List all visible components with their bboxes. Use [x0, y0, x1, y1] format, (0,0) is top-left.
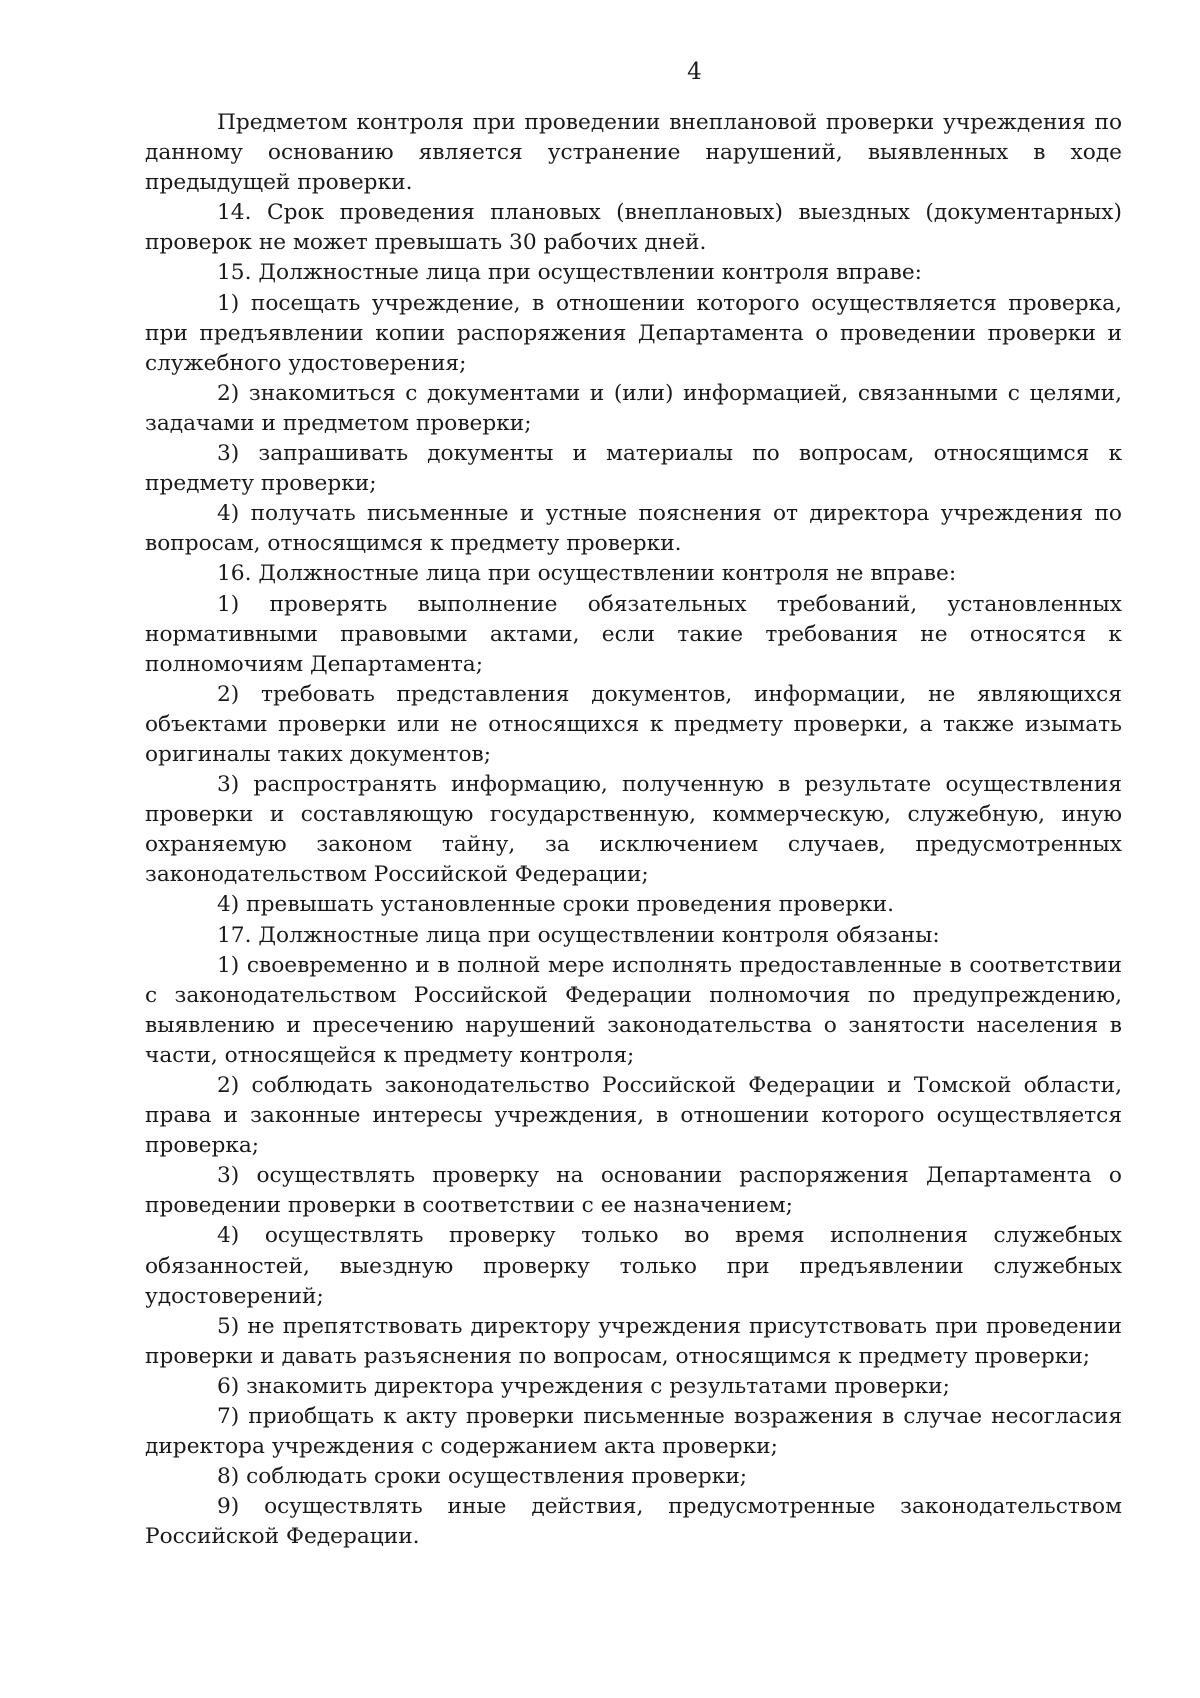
paragraph-item-15-4: 4) получать письменные и устные пояснения от директора учреждения по вопросам, относящимся к предмету проверки.	[145, 501, 1122, 557]
paragraph-item-17-5: 5) не препятствовать директору учреждения присутствовать при проведении проверки и давать разъяснения по вопросам, относящимся к предмету проверки;	[145, 1313, 1122, 1369]
paragraph-item-17: 17. Должностные лица при осуществлении контроля обязаны:	[217, 922, 940, 948]
paragraph-item-16-4: 4) превышать установленные сроки проведения проверки.	[217, 892, 894, 918]
paragraph-item-17-9: 9) осуществлять иные действия, предусмотренные законодательством Российской Федерации.	[145, 1494, 1122, 1550]
document-page	[145, 52, 1122, 1553]
paragraph-item-15-3: 3) запрашивать документы и материалы по вопросам, относящимся к предмету проверки;	[145, 441, 1122, 497]
paragraph-item-15-1: 1) посещать учреждение, в отношении которого осуществляется проверка, при предъявлении копии распоряжения Департамента о проведении проверки и служебного удостоверения;	[145, 290, 1122, 376]
paragraph-item-16-1: 1) проверять выполнение обязательных требований, установленных нормативными правовыми актами, если такие требования не относятся к полномочиям Департамента;	[145, 591, 1122, 677]
document-body	[145, 108, 1122, 1553]
paragraph-item-15: 15. Должностные лица при осуществлении контроля вправе:	[217, 260, 922, 286]
paragraph-item-17-7: 7) приобщать к акту проверки письменные возражения в случае несогласия директора учреждения с содержанием акта проверки;	[145, 1404, 1122, 1460]
paragraph-item-15-2: 2) знакомиться с документами и (или) информацией, связанными с целями, задачами и предметом проверки;	[145, 380, 1122, 436]
paragraph-item-16-3: 3) распространять информацию, полученную в результате осуществления проверки и составляющую государственную, коммерческую, служебную, иную охраняемую законом тайну, за исключением случаев, предусмотренных законодательством Российской Федерации;	[145, 772, 1122, 888]
paragraph-item-14: 14. Срок проведения плановых (внеплановых) выездных (документарных) проверок не может превышать 30 рабочих дней.	[145, 200, 1122, 256]
paragraph-item-16-2: 2) требовать представления документов, информации, не являющихся объектами проверки или не относящихся к предмету проверки, а также изымать оригиналы таких документов;	[145, 681, 1122, 767]
paragraph-item-17-1: 1) своевременно и в полной мере исполнять предоставленные в соответствии с законодательством Российской Федерации полномочия по предупреждению, выявлению и пресечению нарушений законодательства о занятости населения в части, относящейся к предмету контроля;	[145, 952, 1122, 1068]
paragraph-item-17-8: 8) соблюдать сроки осуществления проверки;	[217, 1464, 748, 1490]
paragraph-item-16: 16. Должностные лица при осуществлении контроля не вправе:	[217, 561, 957, 587]
paragraph-control-subject: Предметом контроля при проведении внеплановой проверки учреждения по данному основанию является устранение нарушений, выявленных в ходе предыдущей проверки.	[145, 110, 1122, 196]
paragraph-item-17-4: 4) осуществлять проверку только во время исполнения служебных обязанностей, выездную проверку только при предъявлении служебных удостоверений;	[145, 1223, 1122, 1309]
paragraph-item-17-6: 6) знакомить директора учреждения с результатами проверки;	[217, 1373, 950, 1399]
paragraph-item-17-3: 3) осуществлять проверку на основании распоряжения Департамента о проведении проверки в соответствии с ее назначением;	[145, 1163, 1122, 1219]
page-number: 4	[687, 59, 702, 85]
paragraph-item-17-2: 2) соблюдать законодательство Российской Федерации и Томской области, права и законные интересы учреждения, в отношении которого осуществляется проверка;	[145, 1073, 1122, 1159]
